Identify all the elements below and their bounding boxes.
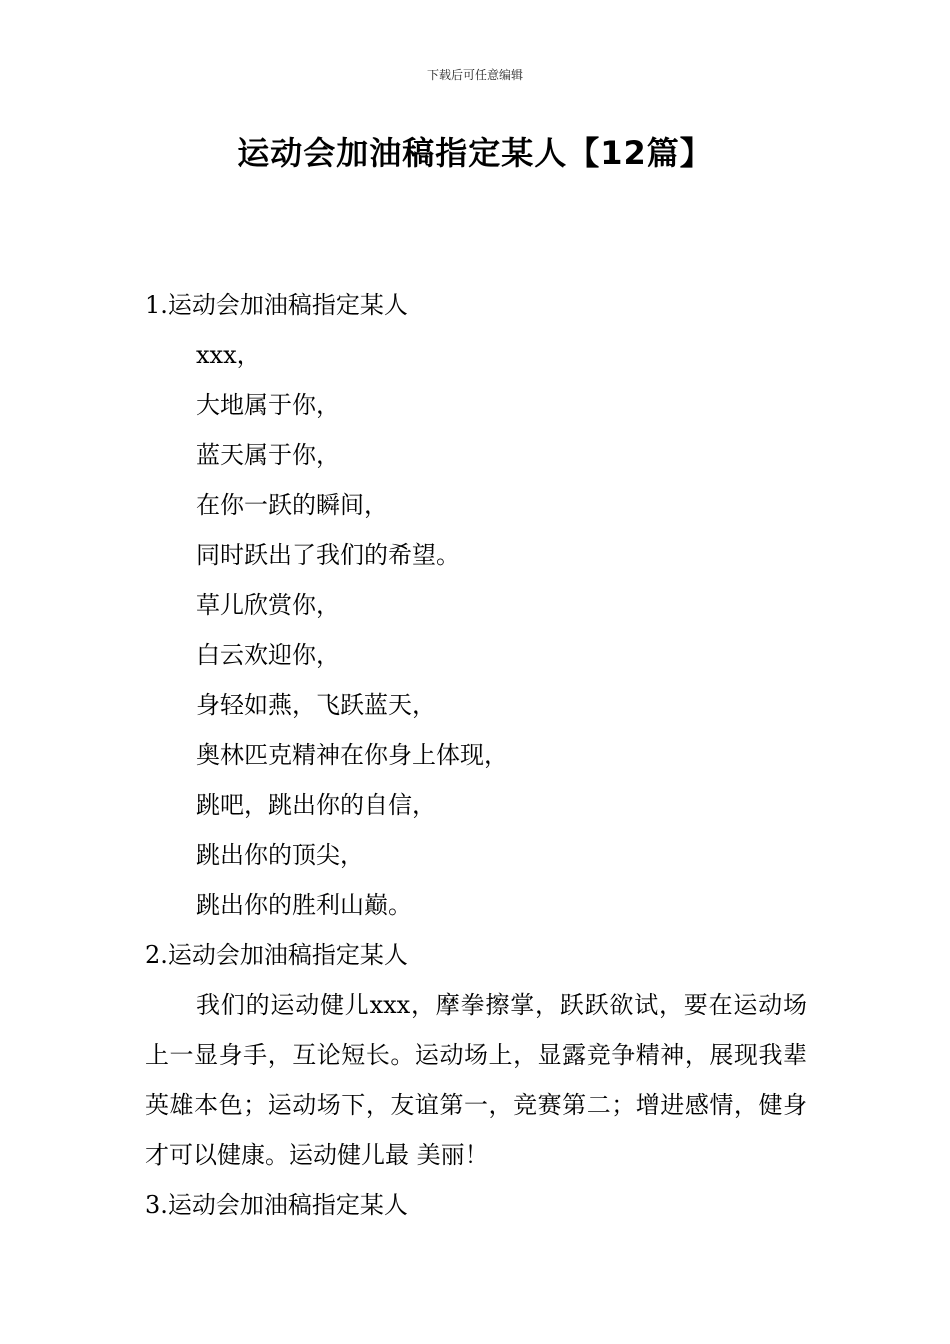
poem-line: 跳出你的胜利山巅。 xyxy=(196,891,412,919)
poem-line: 在你一跃的瞬间， xyxy=(196,491,388,519)
document-body xyxy=(145,280,807,1230)
poem-line: 草儿欣赏你， xyxy=(196,591,340,619)
section-heading-1: 1.运动会加油稿指定某人 xyxy=(145,291,408,319)
poem-line: 白云欢迎你， xyxy=(196,641,340,669)
document-title: 运动会加油稿指定某人【12篇】 xyxy=(237,134,713,172)
poem-line: xxx， xyxy=(196,341,261,369)
poem-line: 跳出你的顶尖， xyxy=(196,841,364,869)
section-paragraph: 我们的运动健儿xxx，摩拳擦掌，跃跃欲试，要在运动场上一显身手，互论短长。运动场上，显露竞争精神，展现我辈英雄本色；运动场下，友谊第一，竞赛第二；增进感情，健身才可以健康。运动健儿最 美丽！ xyxy=(145,991,807,1169)
poem-line: 奥林匹克精神在你身上体现， xyxy=(196,741,508,769)
section-heading-3: 3.运动会加油稿指定某人 xyxy=(145,1191,408,1219)
header-note: 下载后可任意编辑 xyxy=(426,68,523,82)
poem-line: 跳吧，跳出你的自信， xyxy=(196,791,436,819)
poem-line: 蓝天属于你， xyxy=(196,441,340,469)
poem-line: 大地属于你， xyxy=(196,391,340,419)
poem-line: 同时跃出了我们的希望。 xyxy=(196,541,460,569)
section-heading-2: 2.运动会加油稿指定某人 xyxy=(145,941,408,969)
poem-line: 身轻如燕，飞跃蓝天， xyxy=(196,691,436,719)
